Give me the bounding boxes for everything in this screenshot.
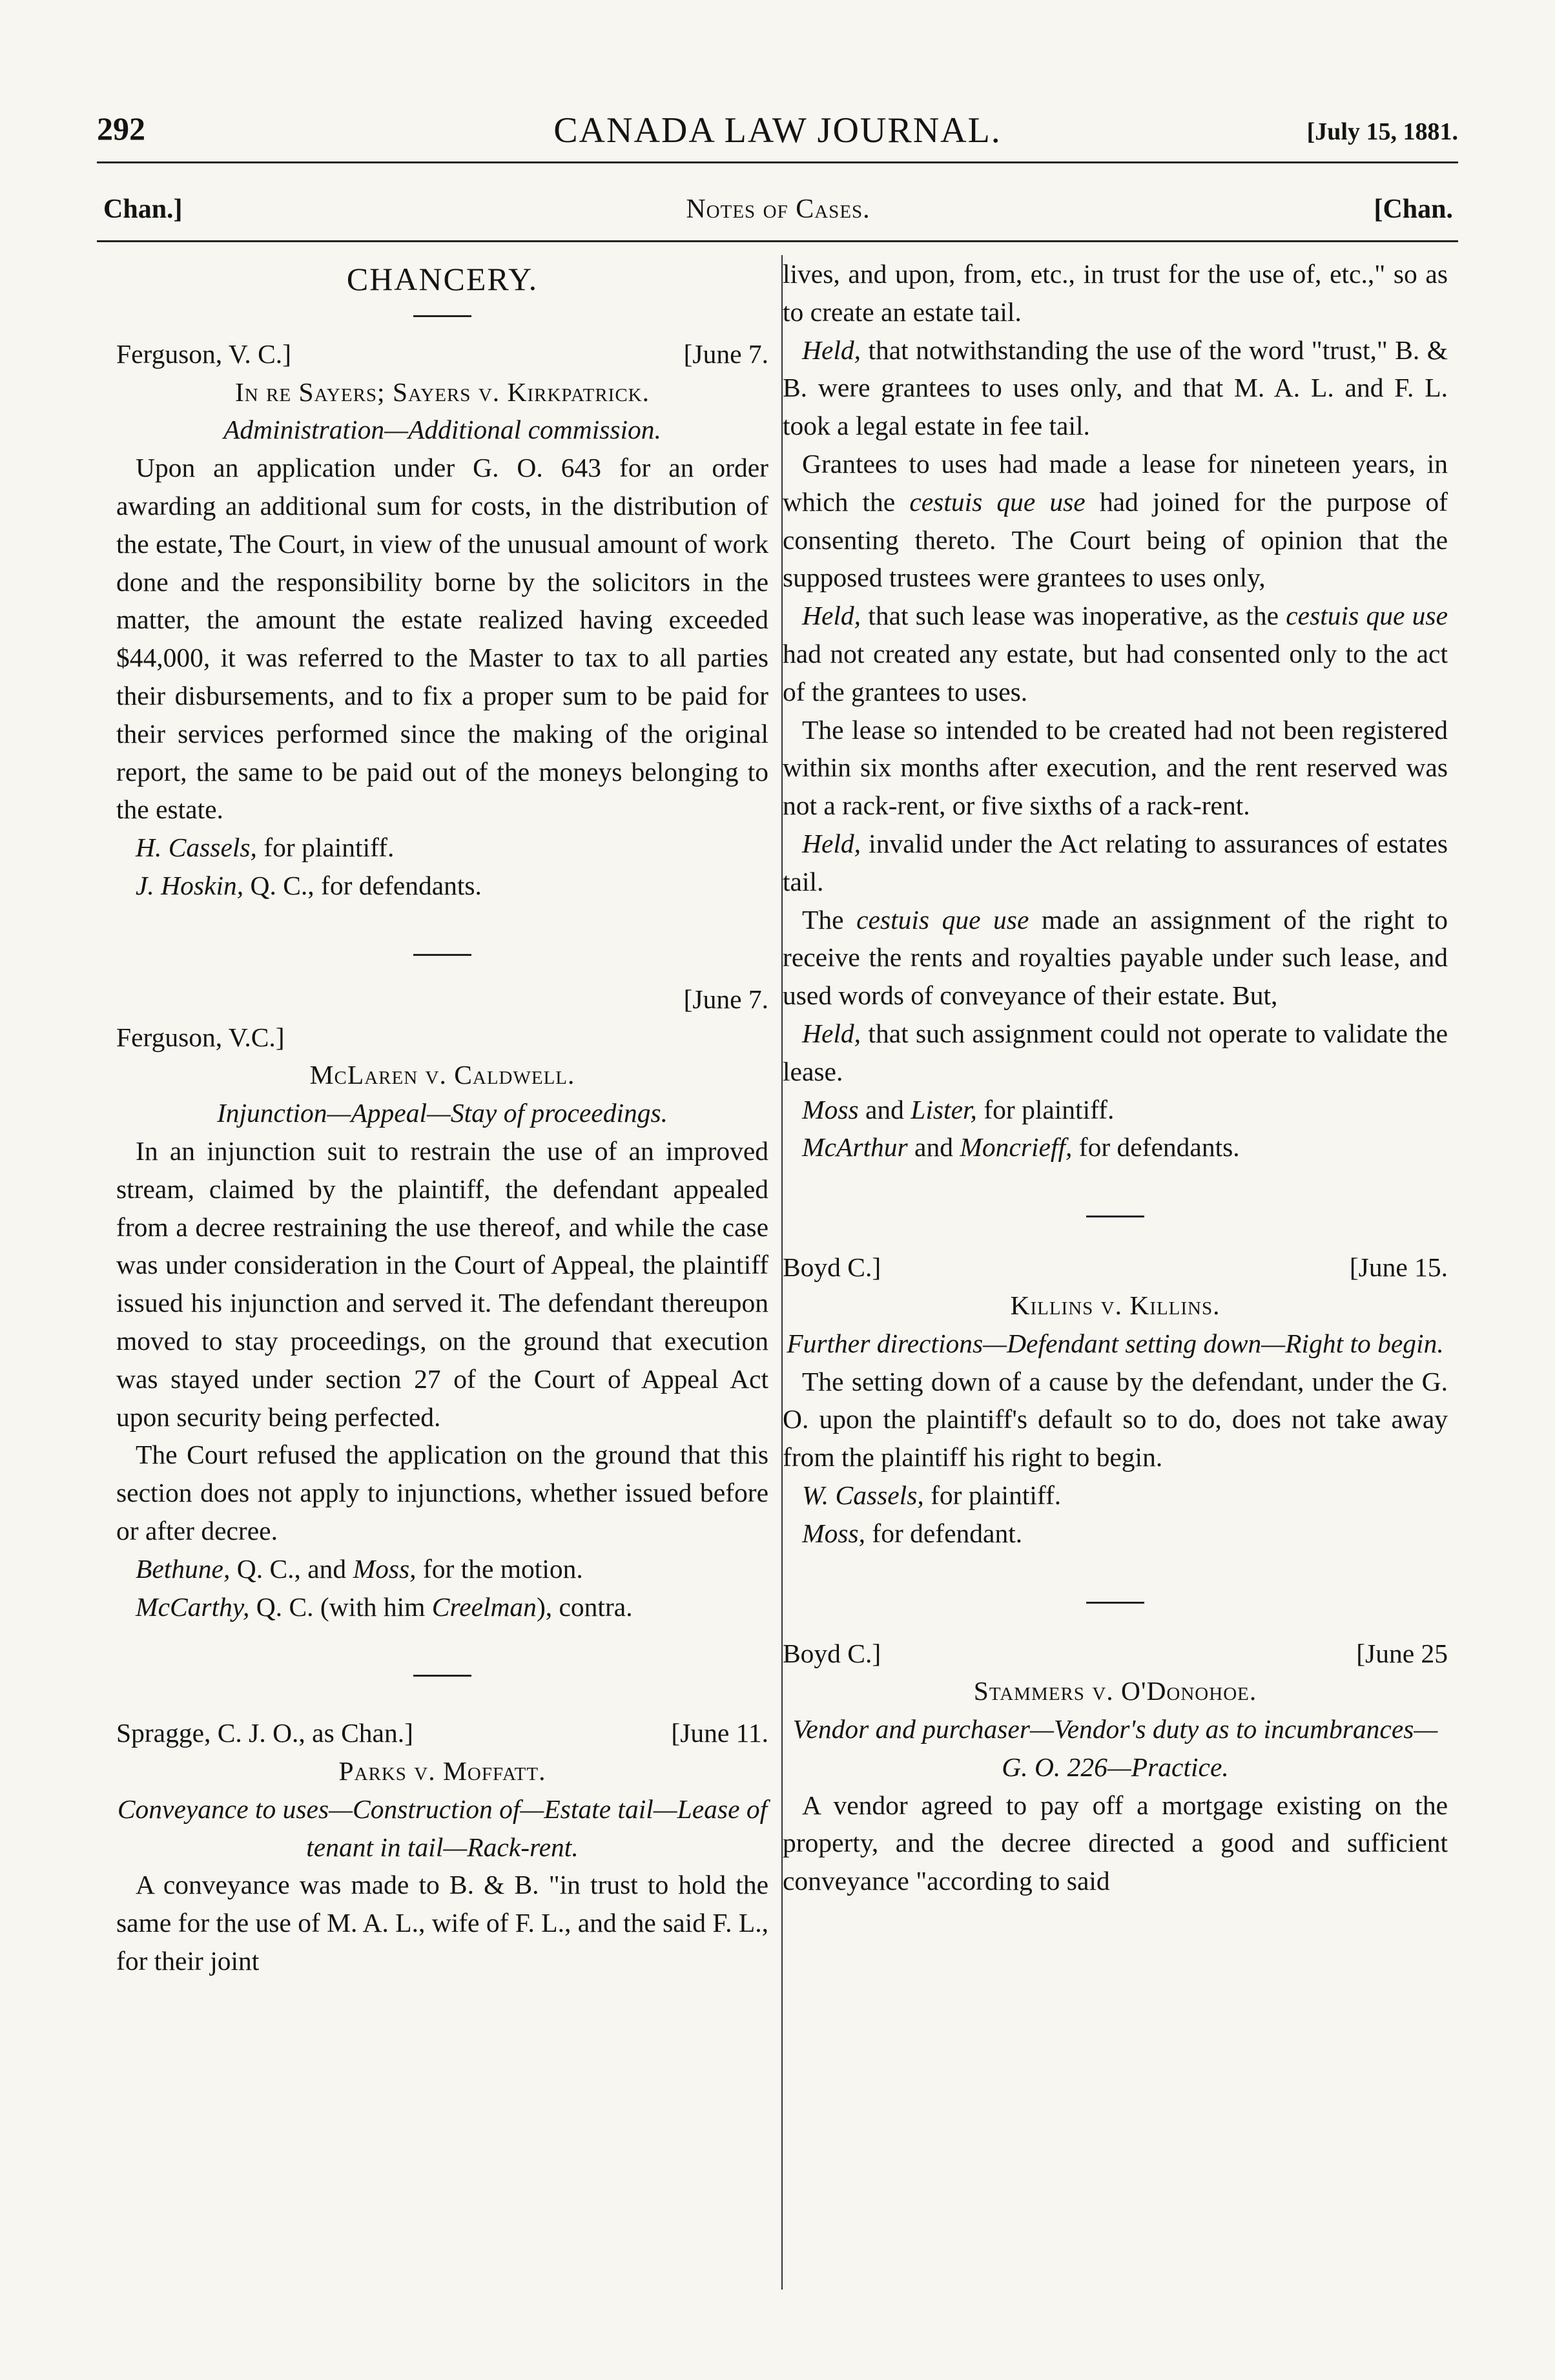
case-date: [June 7. bbox=[683, 984, 768, 1014]
counsel-name: Moss, bbox=[353, 1553, 417, 1584]
text-run: had joined for the purpose of consenting thereto. The Court being of opinion that the supposed trustees were grantees to uses only, bbox=[783, 486, 1448, 593]
counsel-line bbox=[116, 867, 768, 905]
counsel-line bbox=[783, 1515, 1448, 1553]
page-number: 292 bbox=[97, 110, 145, 147]
counsel-role: for plaintiff. bbox=[256, 833, 395, 863]
divider bbox=[413, 954, 471, 956]
case-judge-line bbox=[116, 335, 768, 373]
counsel-role: Q. C., for defendants. bbox=[243, 870, 482, 900]
counsel-role: for plaintiff. bbox=[976, 1094, 1115, 1124]
journal-title: CANADA LAW JOURNAL. bbox=[553, 110, 1002, 150]
text-run: The bbox=[802, 904, 857, 935]
case-text bbox=[783, 901, 1448, 1015]
case-text: The lease so intended to be created had not been registered within six months after execution, and the rent reserved was not a rack-rent, or five sixths of a rack-rent. bbox=[783, 714, 1448, 821]
counsel-text: Q. C., and bbox=[230, 1553, 353, 1584]
latin-term: cestuis que use bbox=[856, 904, 1029, 935]
counsel-line bbox=[783, 1128, 1448, 1166]
counsel-line bbox=[116, 1588, 768, 1626]
case-title: In re Sayers; Sayers v. Kirkpatrick. bbox=[234, 377, 650, 407]
right-column bbox=[783, 255, 1448, 1900]
counsel-name: Moss bbox=[802, 1094, 859, 1124]
held-label: Held, bbox=[802, 1018, 861, 1048]
text-run: Grantees to uses had made a lease for nineteen years, in which the bbox=[783, 448, 1448, 517]
held-paragraph bbox=[783, 597, 1448, 710]
divider bbox=[1086, 1602, 1144, 1604]
text-run: that such lease was inoperative, as the bbox=[861, 601, 1286, 631]
case-date: [June 15. bbox=[1349, 1252, 1448, 1283]
case-title: McLaren v. Caldwell. bbox=[309, 1060, 575, 1090]
case-topic: Injunction—Appeal—Stay of proceedings. bbox=[216, 1098, 668, 1128]
held-label: Held, bbox=[802, 335, 861, 365]
case-text bbox=[783, 445, 1448, 597]
counsel-name: H. Cassels, bbox=[136, 833, 257, 863]
held-paragraph bbox=[783, 331, 1448, 445]
counsel-name: Moss, bbox=[802, 1518, 865, 1548]
subhead-left: Chan.] bbox=[103, 194, 183, 224]
judge-name: Boyd C.] bbox=[783, 1638, 881, 1668]
counsel-name: Lister, bbox=[911, 1094, 977, 1124]
counsel-name: McCarthy, bbox=[136, 1591, 250, 1622]
judge-name: Ferguson, V.C.] bbox=[116, 1022, 285, 1052]
counsel-name: Moncrieff, bbox=[960, 1132, 1073, 1163]
held-text: that notwithstanding the use of the word "trust," B. & B. were grantees to uses only, and that M. A. L. and F. L. took a legal estate in fee tail. bbox=[783, 335, 1448, 441]
counsel-name: Bethune, bbox=[136, 1553, 231, 1584]
held-paragraph bbox=[783, 825, 1448, 901]
divider bbox=[413, 315, 471, 317]
case-topic: Administration—Additional commission. bbox=[223, 415, 661, 445]
counsel-line bbox=[116, 829, 768, 867]
held-text: invalid under the Act relating to assurances of estates tail. bbox=[783, 828, 1448, 896]
case-judge-line bbox=[783, 1635, 1448, 1673]
case-text: A vendor agreed to pay off a mortgage existing on the property, and the decree directed a good and sufficient conveyance "according to said bbox=[783, 1790, 1448, 1896]
subhead-rule bbox=[97, 240, 1458, 242]
subhead-center: Notes of Cases. bbox=[686, 194, 870, 224]
left-column bbox=[116, 255, 768, 1980]
case-topic: Conveyance to uses—Construction of—Estate tail—Lease of tenant in tail—Rack-rent. bbox=[117, 1794, 768, 1862]
counsel-text: Q. C. (with him bbox=[249, 1591, 432, 1622]
case-text: A conveyance was made to B. & B. "in trust to hold the same for the use of M. A. L., wife of F. L., and the said F. L., for their joint bbox=[116, 1870, 768, 1976]
section-subhead bbox=[103, 194, 1453, 233]
case-text: Upon an application under G. O. 643 for an order awarding an additional sum for costs, in the distribution of the estate, The Court, in view of the unusual amount of work done and the responsibility borne by the solicitors in the matter, the amount the estate realized having exceeded $44,000, it was referred to the Master to tax to all parties their disbursements, and to fix a proper sum to be paid for their services performed since the making of the original report, the same to be paid out of the moneys belonging to the estate. bbox=[116, 453, 769, 825]
counsel-role: for plaintiff. bbox=[923, 1480, 1062, 1510]
counsel-role: for the motion. bbox=[416, 1553, 583, 1584]
issue-date: [July 15, 1881. bbox=[1306, 118, 1458, 145]
case-date: [June 25 bbox=[1356, 1638, 1448, 1668]
case-text: lives, and upon, from, etc., in trust for the use of, etc.," so as to create an estate tail. bbox=[783, 259, 1448, 327]
case-title: Stammers v. O'Donohoe. bbox=[973, 1676, 1257, 1706]
counsel-line bbox=[783, 1476, 1448, 1515]
counsel-name: W. Cassels, bbox=[802, 1480, 924, 1510]
counsel-line bbox=[116, 1550, 768, 1588]
text-run: made an assignment of the right to receive the rents and royalties payable under such lease, and used words of conveyance of their estate. But, bbox=[783, 904, 1448, 1011]
case-topic: Further directions—Defendant setting down—Right to begin. bbox=[787, 1328, 1444, 1358]
counsel-line bbox=[783, 1091, 1448, 1129]
counsel-name: McArthur bbox=[802, 1132, 908, 1163]
subhead-right: [Chan. bbox=[1374, 194, 1453, 224]
counsel-role: for defendants. bbox=[1072, 1132, 1240, 1163]
case-text: The Court refused the application on the ground that this section does not apply to injunctions, whether issued before or after decree. bbox=[116, 1440, 768, 1546]
latin-term: cestuis que use bbox=[909, 486, 1086, 517]
case-text: In an injunction suit to restrain the use of an improved stream, claimed by the plaintiff, the defendant appealed from a decree restraining the use thereof, and while the case was under consideration in the Court of Appeal, the plaintiff issued his injunction and served it. The defendant thereupon moved to stay proceedings, on the ground that execution was stayed under section 27 of the Court of Appeal Act upon security being perfected. bbox=[116, 1135, 768, 1432]
case-title: Parks v. Moffatt. bbox=[338, 1756, 546, 1786]
counsel-text: and bbox=[858, 1094, 911, 1124]
text-run: had not created any estate, but had consented only to the act of the grantees to uses. bbox=[783, 638, 1448, 707]
case-judge-line bbox=[783, 1248, 1448, 1287]
held-paragraph bbox=[783, 1015, 1448, 1091]
counsel-name: Creelman bbox=[431, 1591, 537, 1622]
judge-name: Ferguson, V. C.] bbox=[116, 338, 291, 369]
divider bbox=[413, 1675, 471, 1677]
held-label: Held, bbox=[802, 601, 861, 631]
counsel-text: and bbox=[907, 1132, 960, 1163]
case-title: Killins v. Killins. bbox=[1010, 1290, 1220, 1320]
divider bbox=[1086, 1216, 1144, 1217]
case-topic: Vendor and purchaser—Vendor's duty as to incumbrances—G. O. 226—Practice. bbox=[792, 1714, 1438, 1782]
counsel-role: ), contra. bbox=[536, 1591, 633, 1622]
held-label: Held, bbox=[802, 828, 861, 858]
judge-name: Spragge, C. J. O., as Chan.] bbox=[116, 1718, 413, 1748]
counsel-name: J. Hoskin, bbox=[136, 870, 244, 900]
case-text: The setting down of a cause by the defendant, under the G. O. upon the plaintiff's default so to do, does not take away from the plaintiff his right to begin. bbox=[783, 1366, 1448, 1473]
header-rule bbox=[97, 161, 1458, 163]
counsel-role: for defendant. bbox=[865, 1518, 1023, 1548]
case-judge-line bbox=[116, 1714, 768, 1752]
judge-name: Boyd C.] bbox=[783, 1252, 881, 1283]
running-head bbox=[97, 110, 1458, 155]
case-date: [June 7. bbox=[683, 338, 768, 369]
section-title: CHANCERY. bbox=[346, 261, 539, 297]
case-date: [June 11. bbox=[671, 1718, 768, 1748]
held-text: that such assignment could not operate to validate the lease. bbox=[783, 1018, 1448, 1086]
latin-term: cestuis que use bbox=[1286, 601, 1448, 631]
